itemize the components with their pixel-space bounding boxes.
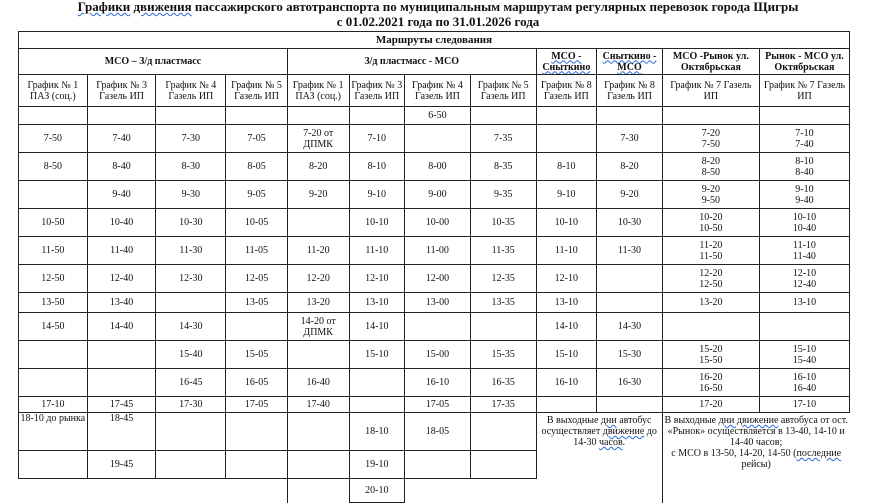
time-cell (470, 107, 536, 125)
title-rest: пассажирского автотранспорта по муниципальным маршрутам регулярных перевозок города Щигры (191, 0, 799, 14)
time-cell: 8-35 (470, 153, 536, 181)
time-cell: 8-30 (156, 153, 226, 181)
time-cell: 11-20 (287, 237, 349, 265)
time-cell: 9-10 (536, 181, 597, 209)
time-cell (156, 107, 226, 125)
schedule-header-6: График № 3 Газель ИП (349, 75, 405, 107)
table-row (19, 237, 850, 265)
time-cell: 11-10 11-40 (759, 237, 849, 265)
time-cell: 10-20 10-50 (662, 209, 759, 237)
time-cell: 7-35 (470, 125, 536, 153)
time-cell (87, 369, 156, 397)
time-cell: 12-30 (156, 265, 226, 293)
time-cell: 15-40 (156, 341, 226, 369)
route-snytkino-mso: Сныткино - МСО (597, 49, 663, 75)
time-cell: 12-20 (287, 265, 349, 293)
schedule-header-3: График № 4 Газель ИП (156, 75, 226, 107)
schedule-header-2: График № 3 Газель ИП (87, 75, 156, 107)
time-cell: 13-10 (349, 293, 405, 313)
time-cell (19, 369, 88, 397)
bottom-cell (470, 413, 536, 451)
time-cell: 10-00 (405, 209, 471, 237)
time-cell: 12-10 (536, 265, 597, 293)
time-cell: 17-30 (156, 397, 226, 413)
schedule-header-12: График № 7 Газель ИП (759, 75, 849, 107)
time-cell: 17-10 (19, 397, 88, 413)
table-row (19, 341, 850, 369)
time-cell (597, 265, 663, 293)
empty-cell (226, 479, 288, 503)
title-word-dvizheniya: движения (133, 0, 192, 14)
time-cell: 17-05 (226, 397, 288, 413)
bottom-cell (470, 451, 536, 479)
time-cell: 7-40 (87, 125, 156, 153)
bottom-cell (287, 451, 349, 479)
time-cell: 16-35 (470, 369, 536, 397)
bottom-cell: 19-10 (349, 451, 405, 479)
time-cell: 13-20 (662, 293, 759, 313)
time-cell: 9-20 (287, 181, 349, 209)
time-cell: 8-50 (19, 153, 88, 181)
schedule-header-9: График № 8 Газель ИП (536, 75, 597, 107)
bottom-cell (226, 413, 288, 451)
time-cell: 10-10 10-40 (759, 209, 849, 237)
time-cell: 7-50 (19, 125, 88, 153)
empty-cell (156, 479, 226, 503)
time-cell: 7-30 (597, 125, 663, 153)
time-cell: 7-30 (156, 125, 226, 153)
time-cell (226, 313, 288, 341)
time-cell: 14-10 (536, 313, 597, 341)
time-cell (349, 397, 405, 413)
time-cell: 9-20 9-50 (662, 181, 759, 209)
time-cell: 13-00 (405, 293, 471, 313)
time-cell (287, 209, 349, 237)
time-cell: 11-30 (597, 237, 663, 265)
time-cell: 10-40 (87, 209, 156, 237)
time-cell: 8-20 8-50 (662, 153, 759, 181)
time-cell: 14-20 от ДПМК (287, 313, 349, 341)
table-row (19, 209, 850, 237)
table-row (19, 313, 850, 341)
time-cell: 12-35 (470, 265, 536, 293)
time-cell (662, 313, 759, 341)
time-cell: 16-10 (405, 369, 471, 397)
time-cell: 15-30 (597, 341, 663, 369)
bottom-cell (226, 451, 288, 479)
time-cell (405, 125, 471, 153)
time-cell: 12-40 (87, 265, 156, 293)
time-cell: 10-30 (156, 209, 226, 237)
time-cell: 17-20 (662, 397, 759, 413)
schedule-rows (19, 107, 850, 413)
time-cell: 12-10 (349, 265, 405, 293)
time-cell (349, 369, 405, 397)
time-cell: 9-35 (470, 181, 536, 209)
time-cell: 13-40 (87, 293, 156, 313)
time-cell (87, 341, 156, 369)
route-mso-snytkino: МСО - Сныткино (536, 49, 597, 75)
time-cell: 11-10 (536, 237, 597, 265)
time-cell (759, 313, 849, 341)
time-cell: 8-20 (287, 153, 349, 181)
time-cell: 12-05 (226, 265, 288, 293)
time-cell (597, 397, 663, 413)
document-title-line-1 (0, 0, 876, 14)
bottom-cell (156, 451, 226, 479)
bottom-cell (405, 451, 471, 479)
time-cell: 10-30 (597, 209, 663, 237)
table-row (19, 397, 850, 413)
schedule-header-4: График № 5 Газель ИП (226, 75, 288, 107)
empty-cell (19, 479, 88, 503)
table-row (19, 181, 850, 209)
time-cell: 15-20 15-50 (662, 341, 759, 369)
time-cell: 12-00 (405, 265, 471, 293)
time-cell: 14-40 (87, 313, 156, 341)
time-cell: 11-35 (470, 237, 536, 265)
time-cell: 17-40 (287, 397, 349, 413)
time-cell (349, 107, 405, 125)
title-word-grafiki: Графики (77, 0, 131, 14)
time-cell (597, 293, 663, 313)
time-cell: 11-30 (156, 237, 226, 265)
time-cell (405, 313, 471, 341)
empty-cell (87, 479, 156, 503)
time-cell: 9-10 9-40 (759, 181, 849, 209)
time-cell: 8-40 (87, 153, 156, 181)
weekend-note-rynok: В выходные дни движение автобуса от ост. «Рынок» осуществляется в 13-40, 14-10 и 14-40 часов; с МСО в 13-50, 14-20, 14-50 (последние рейсы) (662, 413, 849, 503)
bottom-cell: 19-45 (87, 451, 156, 479)
route-mso-zavod: МСО – З/д пластмасс (19, 49, 288, 75)
time-cell: 15-35 (470, 341, 536, 369)
schedule-header-10: График № 8 Газель ИП (597, 75, 663, 107)
time-cell: 8-10 (349, 153, 405, 181)
time-cell (19, 107, 88, 125)
time-cell: 12-20 12-50 (662, 265, 759, 293)
time-cell: 16-10 (536, 369, 597, 397)
time-cell: 7-10 (349, 125, 405, 153)
time-cell: 8-10 8-40 (759, 153, 849, 181)
bottom-cell (19, 451, 88, 479)
bottom-cell (287, 413, 349, 451)
schedule-table (18, 31, 850, 503)
time-cell (19, 181, 88, 209)
bottom-cell: 20-10 (349, 479, 405, 503)
table-row (19, 153, 850, 181)
time-cell (287, 341, 349, 369)
time-cell: 10-10 (349, 209, 405, 237)
route-zavod-mso: З/д пластмасс - МСО (287, 49, 536, 75)
time-cell: 15-10 (349, 341, 405, 369)
empty-cell (287, 479, 349, 503)
time-cell (536, 107, 597, 125)
time-cell: 7-10 7-40 (759, 125, 849, 153)
time-cell: 14-50 (19, 313, 88, 341)
time-cell (536, 397, 597, 413)
time-cell: 16-20 16-50 (662, 369, 759, 397)
time-cell: 16-05 (226, 369, 288, 397)
time-cell: 13-20 (287, 293, 349, 313)
time-cell: 11-50 (19, 237, 88, 265)
time-cell: 15-10 (536, 341, 597, 369)
time-cell: 9-30 (156, 181, 226, 209)
time-cell: 13-10 (536, 293, 597, 313)
time-cell: 17-45 (87, 397, 156, 413)
time-cell: 9-05 (226, 181, 288, 209)
time-cell (287, 107, 349, 125)
time-cell (536, 125, 597, 153)
route-mso-rynok: МСО -Рынок ул. Октябрьская (662, 49, 759, 75)
time-cell (759, 107, 849, 125)
time-cell: 17-10 (759, 397, 849, 413)
table-row (19, 293, 850, 313)
time-cell: 10-50 (19, 209, 88, 237)
time-cell (19, 341, 88, 369)
time-cell: 17-35 (470, 397, 536, 413)
bottom-cell (156, 413, 226, 451)
time-cell: 16-10 16-40 (759, 369, 849, 397)
schedule-header-11: График № 7 Газель ИП (662, 75, 759, 107)
time-cell: 7-20 от ДПМК (287, 125, 349, 153)
time-cell: 17-05 (405, 397, 471, 413)
time-cell: 13-35 (470, 293, 536, 313)
time-cell: 8-10 (536, 153, 597, 181)
time-cell: 8-20 (597, 153, 663, 181)
time-cell: 11-05 (226, 237, 288, 265)
bottom-cell: 18-10 до рынка (19, 413, 88, 451)
time-cell: 14-30 (597, 313, 663, 341)
route-rynok-mso: Рынок - МСО ул. Октябрьская (759, 49, 849, 75)
table-row (19, 369, 850, 397)
time-cell: 10-35 (470, 209, 536, 237)
time-cell: 15-10 15-40 (759, 341, 849, 369)
time-cell: 11-20 11-50 (662, 237, 759, 265)
weekend-note-snytkino: В выходные дни автобус осуществляет движение до 14-30 часов. (536, 413, 662, 503)
time-cell: 15-00 (405, 341, 471, 369)
document-title-line-2: с 01.02.2021 года по 31.01.2026 года (336, 14, 540, 29)
bottom-cell: 18-05 (405, 413, 471, 451)
table-row (19, 107, 850, 125)
time-cell: 11-00 (405, 237, 471, 265)
time-cell: 7-05 (226, 125, 288, 153)
time-cell: 12-10 12-40 (759, 265, 849, 293)
time-cell: 9-20 (597, 181, 663, 209)
time-cell: 8-05 (226, 153, 288, 181)
time-cell: 11-10 (349, 237, 405, 265)
time-cell: 9-10 (349, 181, 405, 209)
time-cell: 14-30 (156, 313, 226, 341)
routes-title: Маршруты следования (19, 32, 850, 49)
bottom-cell: 18-45 (87, 413, 156, 451)
time-cell: 10-10 (536, 209, 597, 237)
time-cell: 8-00 (405, 153, 471, 181)
time-cell: 16-30 (597, 369, 663, 397)
time-cell: 12-50 (19, 265, 88, 293)
time-cell: 13-05 (226, 293, 288, 313)
empty-cell (470, 479, 536, 503)
time-cell: 13-50 (19, 293, 88, 313)
time-cell: 6-50 (405, 107, 471, 125)
time-cell: 9-00 (405, 181, 471, 209)
time-cell (226, 107, 288, 125)
time-cell (156, 293, 226, 313)
time-cell: 9-40 (87, 181, 156, 209)
table-row (19, 125, 850, 153)
time-cell: 10-05 (226, 209, 288, 237)
time-cell: 7-20 7-50 (662, 125, 759, 153)
schedule-header-5: График № 1 ПАЗ (соц.) (287, 75, 349, 107)
schedule-header-8: График № 5 Газель ИП (470, 75, 536, 107)
bottom-cell: 18-10 (349, 413, 405, 451)
time-cell: 14-10 (349, 313, 405, 341)
time-cell: 15-05 (226, 341, 288, 369)
time-cell: 13-10 (759, 293, 849, 313)
time-cell (87, 107, 156, 125)
empty-cell (405, 479, 471, 503)
time-cell (597, 107, 663, 125)
table-row (19, 265, 850, 293)
time-cell: 16-40 (287, 369, 349, 397)
schedule-header-7: График № 4 Газель ИП (405, 75, 471, 107)
time-cell: 16-45 (156, 369, 226, 397)
time-cell (662, 107, 759, 125)
time-cell: 11-40 (87, 237, 156, 265)
schedule-header-1: График № 1 ПАЗ (соц.) (19, 75, 88, 107)
time-cell (470, 313, 536, 341)
